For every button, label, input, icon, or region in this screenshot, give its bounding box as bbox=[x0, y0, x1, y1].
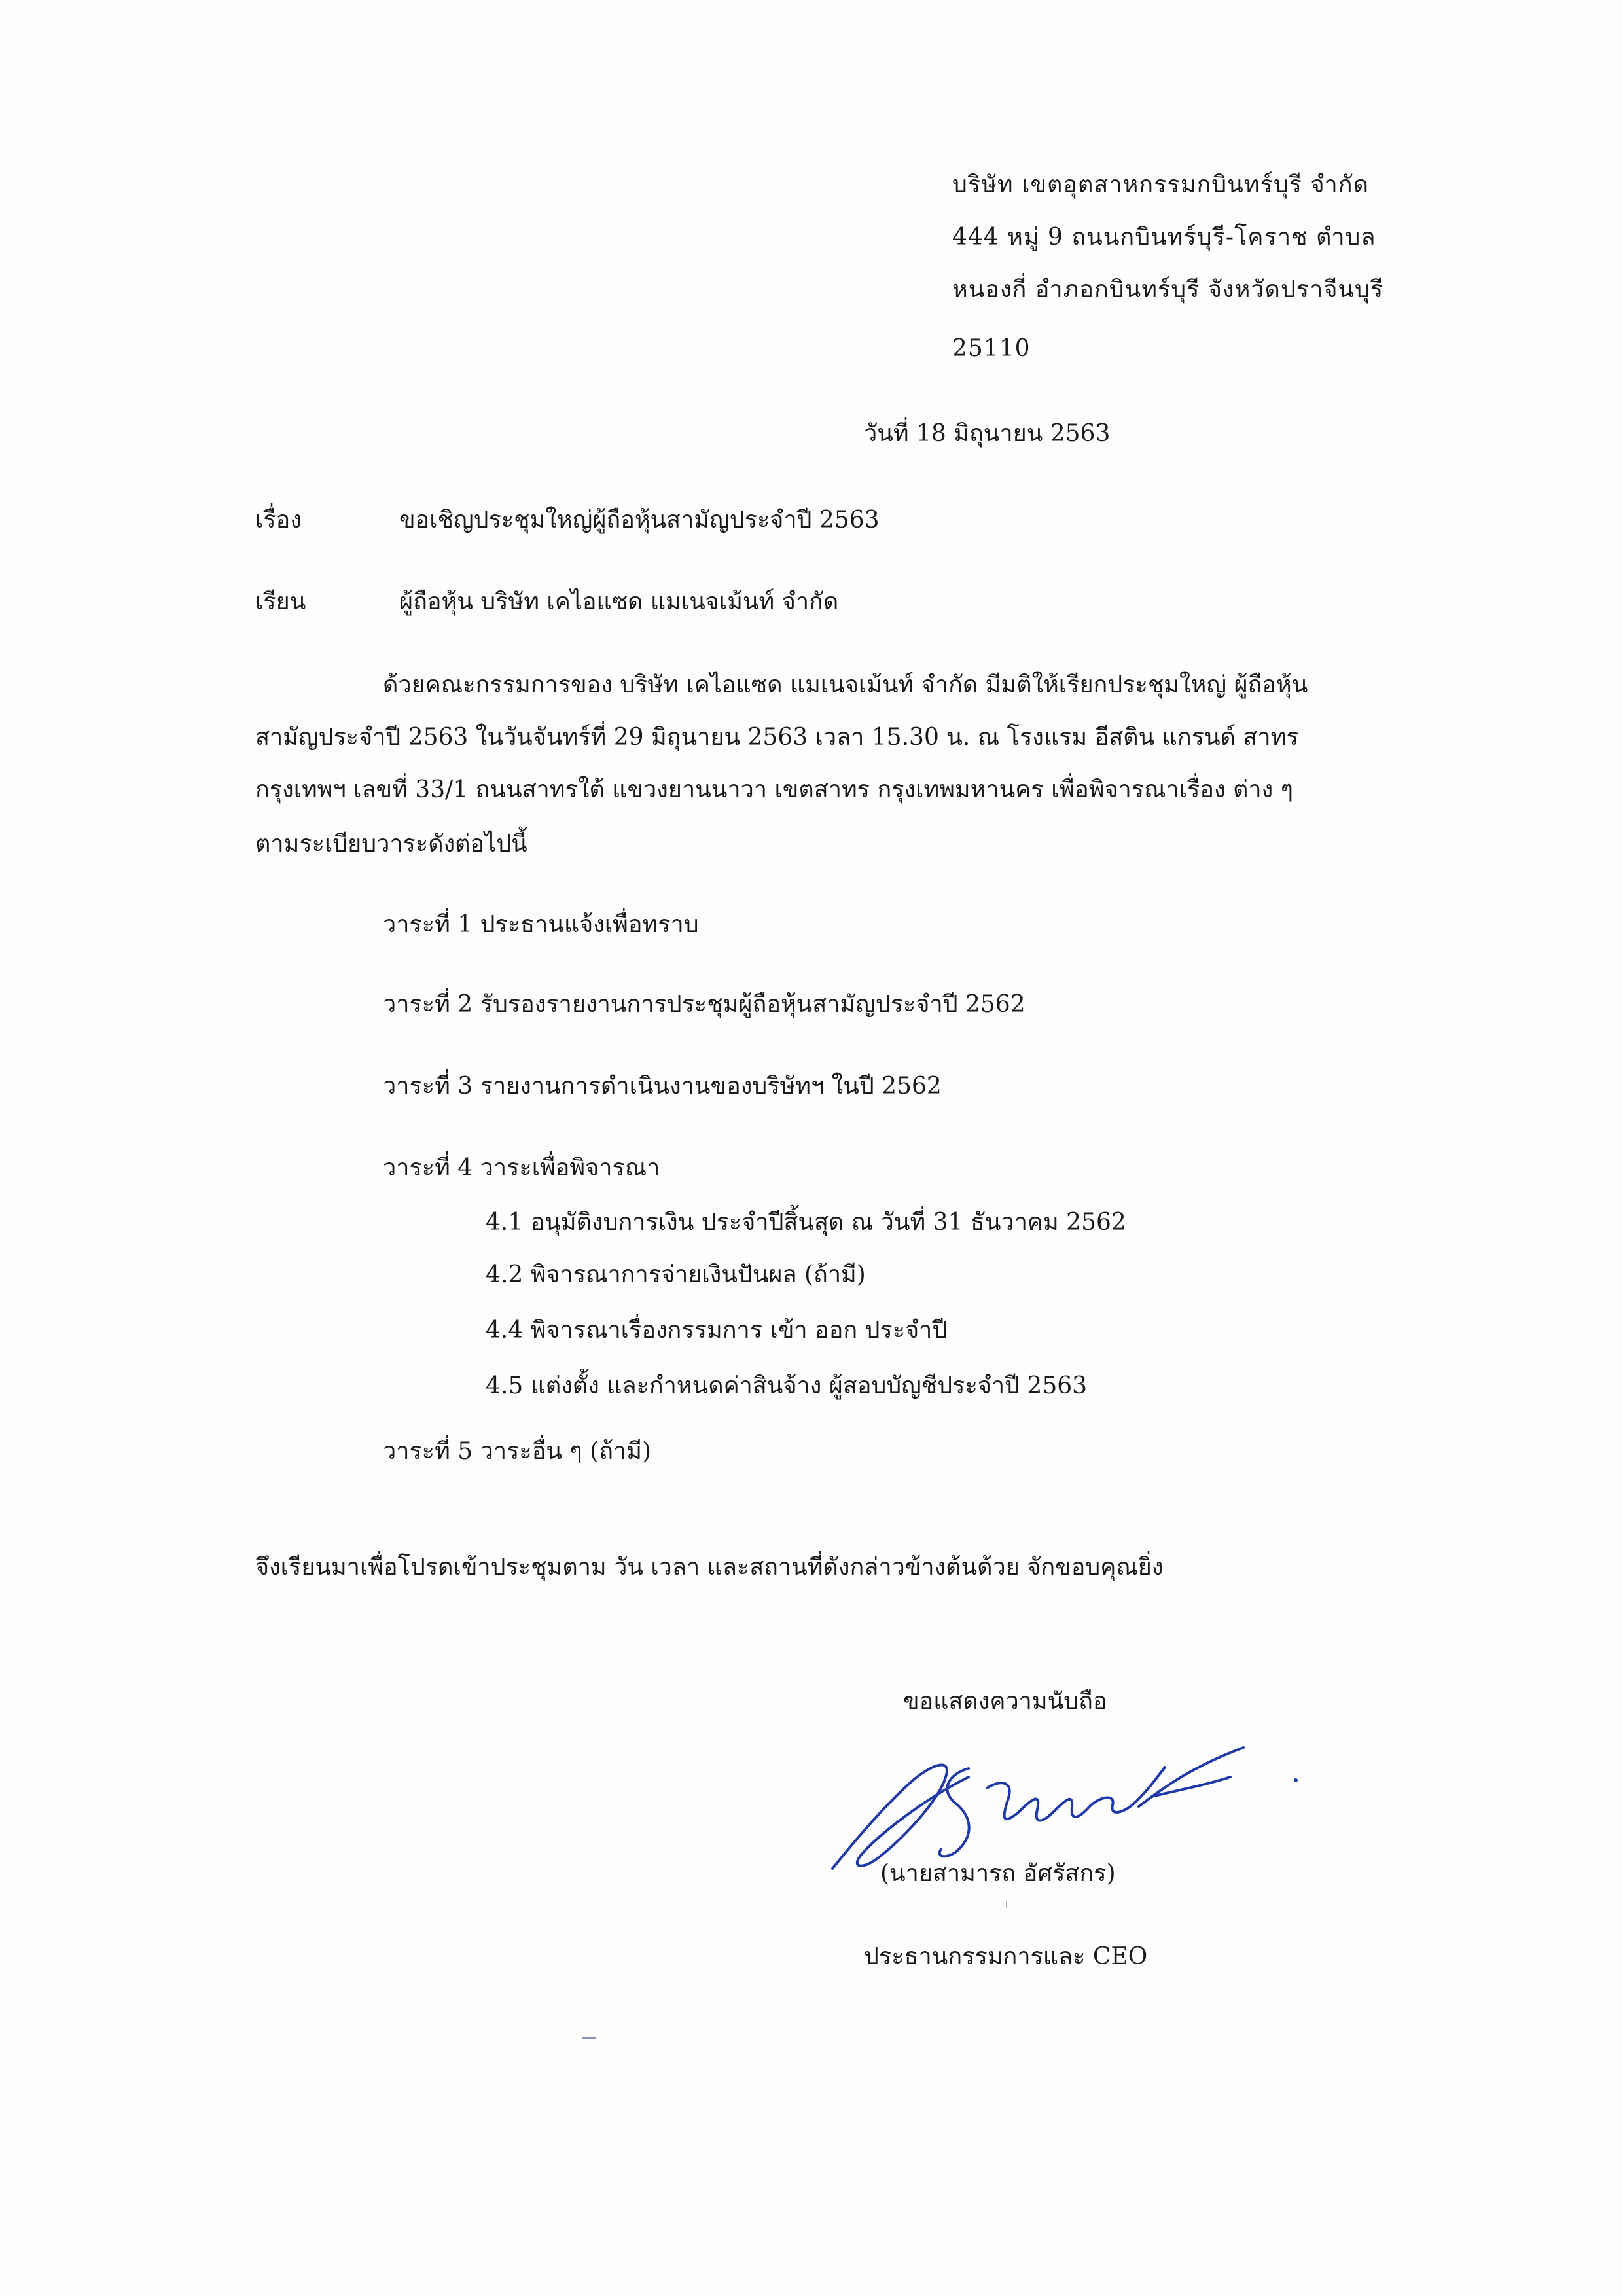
letter-date: วันที่ 18 มิถุนายน 2563 bbox=[864, 420, 1111, 447]
signatory-name: (นายสามารถ อัศรัสกร) bbox=[880, 1860, 1116, 1887]
scan-speck bbox=[582, 2037, 596, 2039]
subject-label: เรื่อง bbox=[255, 507, 302, 533]
sender-address-line-2: 444 หมู่ 9 ถนนกบินทร์บุรี-โคราช ตำบล bbox=[952, 224, 1376, 251]
agenda-sub-item-4-4: 4.4 พิจารณาเรื่องกรรมการ เข้า ออก ประจำปี bbox=[486, 1317, 948, 1344]
handwritten-signature bbox=[825, 1728, 1322, 1878]
scan-speck bbox=[1006, 1901, 1007, 1908]
subject-text: ขอเชิญประชุมใหญ่ผู้ถือหุ้นสามัญประจำปี 2563 bbox=[399, 507, 880, 533]
agenda-item-1: วาระที่ 1 ประธานแจ้งเพื่อทราบ bbox=[383, 911, 699, 938]
body-line-2: สามัญประจำปี 2563 ในวันจันทร์ที่ 29 มิถุนายน 2563 เวลา 15.30 น. ณ โรงแรม อีสติน แกรนด์ สาทร bbox=[255, 724, 1299, 751]
agenda-sub-item-4-1: 4.1 อนุมัติงบการเงิน ประจำปีสิ้นสุด ณ วันที่ 31 ธันวาคม 2562 bbox=[486, 1209, 1126, 1236]
agenda-item-3: วาระที่ 3 รายงานการดำเนินงานของบริษัทฯ ในปี 2562 bbox=[383, 1073, 942, 1100]
body-line-4: ตามระเบียบวาระดังต่อไปนี้ bbox=[255, 831, 527, 857]
sender-address-line-1: บริษัท เขตอุตสาหกรรมกบินทร์บุรี จำกัด bbox=[952, 171, 1369, 198]
sender-address-line-3: หนองกี่ อำภอกบินทร์บุรี จังหวัดปราจีนบุรี bbox=[952, 276, 1384, 303]
agenda-item-4: วาระที่ 4 วาระเพื่อพิจารณา bbox=[383, 1155, 660, 1181]
recipient-text: ผู้ถือหุ้น บริษัท เคไอแซด แมเนจเม้นท์ จำกัด bbox=[399, 588, 839, 615]
signatory-position: ประธานกรรมการและ CEO bbox=[864, 1943, 1148, 1970]
body-line-3: กรุงเทพฯ เลขที่ 33/1 ถนนสาทรใต้ แขวงยานนาวา เขตสาทร กรุงเทพมหานคร เพื่อพิจารณาเรื่อง ต่าง ๆ bbox=[255, 776, 1293, 803]
recipient-label: เรียน bbox=[255, 588, 306, 615]
sender-postal-code: 25110 bbox=[952, 335, 1031, 362]
closing-regards: ขอแสดงความนับถือ bbox=[903, 1688, 1107, 1715]
agenda-item-5: วาระที่ 5 วาระอื่น ๆ (ถ้ามี) bbox=[383, 1438, 652, 1465]
agenda-sub-item-4-5: 4.5 แต่งตั้ง และกำหนดค่าสินจ้าง ผู้สอบบัญชีประจำปี 2563 bbox=[486, 1372, 1088, 1399]
agenda-sub-item-4-2: 4.2 พิจารณาการจ่ายเงินปันผล (ถ้ามี) bbox=[486, 1261, 866, 1288]
body-line-1: ด้วยคณะกรรมการของ บริษัท เคไอแซด แมเนจเม้นท์ จำกัด มีมติให้เรียกประชุมใหญ่ ผู้ถือหุ้น bbox=[383, 672, 1308, 698]
closing-text: จึงเรียนมาเพื่อโปรดเข้าประชุมตาม วัน เวลา และสถานที่ดังกล่าวข้างต้นด้วย จักขอบคุณยิ่ง bbox=[255, 1554, 1164, 1581]
agenda-item-2: วาระที่ 2 รับรองรายงานการประชุมผู้ถือหุ้นสามัญประจำปี 2562 bbox=[383, 991, 1026, 1018]
